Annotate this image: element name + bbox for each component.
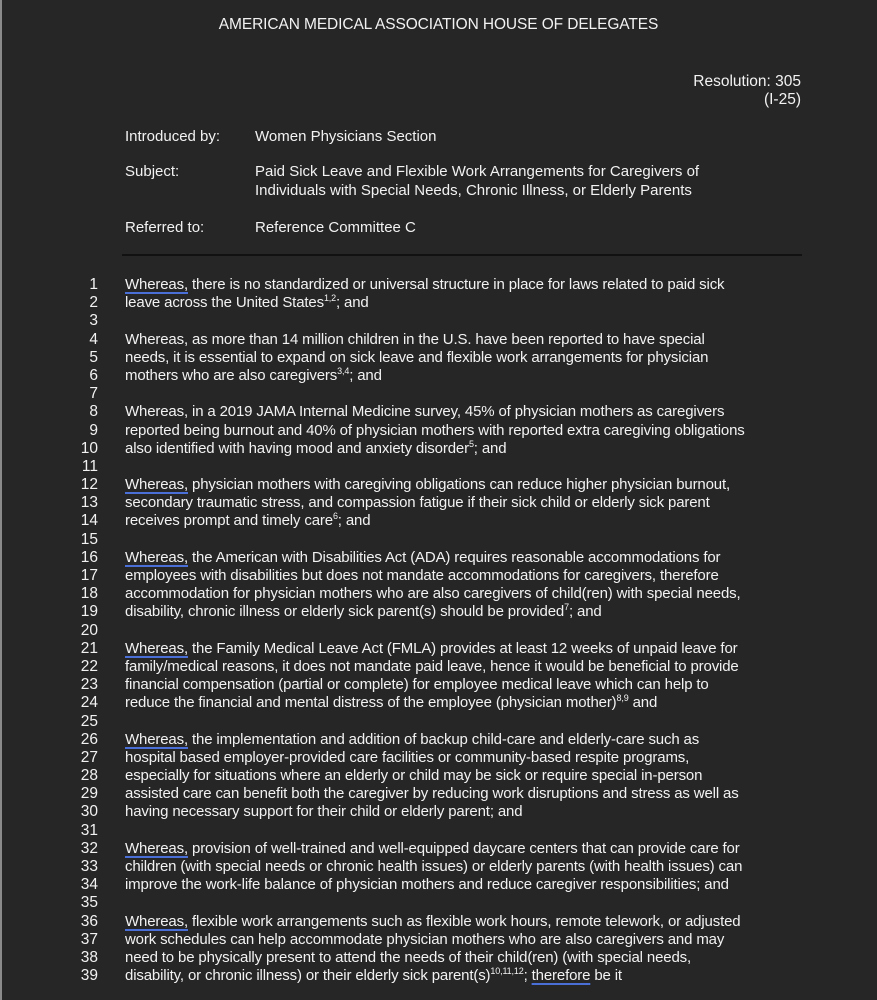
line-body-text: accommodation for physician mothers who are also caregivers of child(ren) with special needs, [125,585,741,603]
referred-to-value: Reference Committee C [255,219,416,236]
document-line [0,731,877,749]
line-text [125,694,657,712]
line-body-text: the implementation and addition of backup child-care and elderly-care such as [188,730,700,748]
line-number: 10 [80,439,98,457]
line-text [125,785,739,803]
citation-superscript: 6 [332,511,338,522]
line-number: 31 [80,821,98,839]
line-body-text: disability, chronic illness or elderly sick parent(s) should be provided [125,603,565,621]
document-line [0,658,877,676]
line-body-text: the American with Disabilities Act (ADA) requires reasonable accommodations for [188,548,721,566]
citation-superscript: 10,11,12 [490,966,524,977]
spellcheck-flagged-word[interactable]: Whereas, [125,548,188,566]
document-line [0,385,877,403]
line-body-text: employees with disabilities but does not mandate accommodations for caregivers, therefore [125,567,719,584]
line-number: 8 [89,403,98,421]
document-line [0,494,877,512]
document-line [0,349,877,367]
document-line [0,949,877,967]
citation-superscript: 3,4 [337,365,350,376]
line-body-text: receives prompt and timely care [125,512,333,530]
line-body-text: hospital based employer-provided care facilities or community-based respite programs, [125,748,690,766]
line-number: 26 [80,730,98,748]
line-number: 5 [89,348,98,366]
document-line [0,967,877,985]
document-line [0,603,877,621]
subject-label: Subject: [125,163,180,180]
line-number: 30 [80,803,98,821]
line-text [125,840,740,858]
line-body-text: improve the work-life balance of physician mothers and reduce caregiver responsibilities; and [125,876,729,894]
document-line [0,858,877,876]
document-line [0,840,877,858]
line-number: 22 [80,657,98,675]
line-trailing-text: ; and [336,294,369,312]
citation-superscript: 8,9 [616,693,629,704]
line-text [125,331,705,349]
line-body-text: Whereas, as more than 14 million children in the U.S. have been reported to have special [125,330,705,348]
line-number: 23 [80,676,98,694]
document-line [0,694,877,712]
line-trailing-text: ; and [569,603,602,621]
line-body-text: reported being burnout and 40% of physician mothers with reported extra caregiving obligations [125,421,745,439]
line-number: 12 [80,476,98,494]
line-text [125,967,622,985]
document-line [0,640,877,658]
header-divider [122,254,802,256]
line-text [125,731,699,749]
line-text [125,294,369,312]
line-body-text: needs, it is essential to expand on sick leave and flexible work arrangements for physician [125,348,709,366]
line-body-text: provision of well-trained and well-equipped daycare centers that can provide care for [188,839,740,857]
resolution-session: (I-25) [763,91,801,108]
line-number: 7 [89,385,98,403]
line-body-text: having necessary support for their child or elderly parent; and [125,803,523,821]
citation-superscript: 1,2 [323,293,337,304]
document-header-title: AMERICAN MEDICAL ASSOCIATION HOUSE OF DELEGATES [218,16,659,33]
line-trailing-text: ; and [473,439,507,457]
document-line [0,676,877,694]
line-text [125,567,719,585]
document-line [0,894,877,912]
line-text [125,658,739,676]
line-text [125,403,724,421]
line-body-text: also identified with having mood and anxiety disorder [125,439,469,457]
line-text [125,276,724,294]
line-number: 39 [80,967,98,985]
line-body-text: especially for situations where an elderly or child may be sick or require special in-person [125,767,703,785]
line-body-text: physician mothers with caregiving obligations can reduce higher physician burnout, [188,476,731,494]
line-trailing-text: ; and [349,366,382,384]
line-number: 24 [80,694,98,712]
document-line [0,531,877,549]
line-body-text: children (with special needs or chronic health issues) or elderly parents (with health issues) can [125,858,743,875]
line-body-text: disability, or chronic illness) or their elderly sick parent(s) [125,967,491,985]
line-text [125,349,708,367]
line-body-text: secondary traumatic stress, and compassion fatigue if their sick child or elderly sick parent [125,494,710,512]
line-trailing-text: ; [523,967,532,985]
document-line [0,331,877,349]
line-number: 3 [89,312,98,330]
document-line [0,403,877,421]
document-line [0,367,877,385]
spellcheck-flagged-word[interactable]: Whereas, [125,730,188,748]
line-body-text: work schedules can help accommodate physician mothers who are also caregivers and may [125,930,725,948]
document-line [0,767,877,785]
spellcheck-flagged-word[interactable]: Whereas, [125,276,188,293]
subject-value-line1: Paid Sick Leave and Flexible Work Arrangements for Caregivers of [255,163,700,180]
line-text [125,676,709,694]
line-text [125,913,741,931]
line-number: 18 [80,585,98,603]
line-text [125,422,745,440]
line-number: 36 [80,912,98,930]
spellcheck-flagged-word[interactable]: Whereas, [125,476,188,494]
line-body-text: flexible work arrangements such as flexible work hours, remote telework, or adjusted [188,912,741,930]
line-number: 20 [80,621,98,639]
line-text [125,931,724,949]
document-line [0,458,877,476]
line-body-text: leave across the United States [125,294,324,312]
introduced-by-value: Women Physicians Section [255,128,437,145]
line-number: 35 [80,894,98,912]
resolution-block [693,73,801,109]
line-number: 34 [80,876,98,894]
line-number: 9 [89,421,98,439]
document-line [0,440,877,458]
line-number: 19 [80,603,98,621]
line-number: 1 [89,276,98,293]
line-number: 16 [80,548,98,566]
line-text [125,876,729,894]
document-line [0,785,877,803]
referred-to-label: Referred to: [125,219,205,236]
line-number: 4 [89,330,98,348]
line-text [125,803,522,821]
document-line [0,713,877,731]
line-body-text: Whereas, in a 2019 JAMA Internal Medicine survey, 45% of physician mothers as caregivers [125,403,725,421]
line-body-text: financial compensation (partial or complete) for employee medical leave which can help to [125,676,709,694]
line-text [125,749,689,767]
document-line [0,567,877,585]
document-line [0,931,877,949]
line-trailing-text: be it [590,967,622,985]
line-number: 2 [89,294,98,312]
citation-superscript: 5 [468,438,474,449]
line-body-text: family/medical reasons, it does not mandate paid leave, hence it would be beneficial to provide [125,657,739,675]
line-text [125,549,720,567]
line-number: 27 [80,748,98,766]
document-line [0,476,877,494]
document-line [0,312,877,330]
line-text [125,440,506,458]
document-line [0,512,877,530]
line-number: 38 [80,948,98,966]
line-number: 32 [80,839,98,857]
document-line [0,549,877,567]
introduced-by-label: Introduced by: [125,128,221,145]
document-line [0,422,877,440]
line-trailing-text: ; and [337,512,371,530]
line-text [125,640,738,658]
spellcheck-flagged-word[interactable]: Whereas, [125,639,188,657]
document-line [0,749,877,767]
document-line [0,876,877,894]
line-number: 37 [80,930,98,948]
line-text [125,767,702,785]
line-text [125,949,691,967]
spellcheck-flagged-word[interactable]: therefore [531,967,591,985]
spellcheck-flagged-word[interactable]: Whereas, [125,839,188,857]
document-line [0,276,877,294]
line-number: 15 [80,530,98,548]
line-body-text: assisted care can benefit both the caregiver by reducing work disruptions and stress as well as [125,785,739,803]
line-number: 33 [80,858,98,875]
line-number: 29 [80,785,98,803]
line-body-text: there is no standardized or universal structure in place for laws related to paid sick [188,276,725,293]
document-line [0,913,877,931]
line-text [125,512,370,530]
line-body-text: mothers who are also caregivers [125,366,338,384]
line-number: 13 [80,494,98,512]
document-line [0,803,877,821]
resolution-number: Resolution: 305 [693,73,801,90]
line-number: 28 [80,767,98,785]
resolution-body [0,276,877,985]
line-number: 11 [81,457,98,475]
line-text [125,603,602,621]
line-number: 14 [80,512,98,530]
line-text [125,858,742,876]
line-number: 25 [80,712,98,730]
document-line [0,294,877,312]
line-body-text: the Family Medical Leave Act (FMLA) provides at least 12 weeks of unpaid leave for [188,639,738,657]
line-trailing-text: and [628,694,658,712]
document-line [0,622,877,640]
line-number: 21 [80,639,98,657]
citation-superscript: 7 [564,602,569,613]
subject-value-line2: Individuals with Special Needs, Chronic Illness, or Elderly Parents [255,182,692,199]
spellcheck-flagged-word[interactable]: Whereas, [125,912,188,930]
line-body-text: reduce the financial and mental distress of the employee (physician mother) [125,694,617,712]
line-number: 6 [89,366,98,384]
document-line [0,585,877,603]
document-line [0,822,877,840]
line-body-text: need to be physically present to attend the needs of their child(ren) (with special needs, [125,948,692,966]
line-number: 17 [80,567,98,584]
line-text [125,494,710,512]
line-text [125,585,741,603]
line-text [125,367,382,385]
line-text [125,476,730,494]
